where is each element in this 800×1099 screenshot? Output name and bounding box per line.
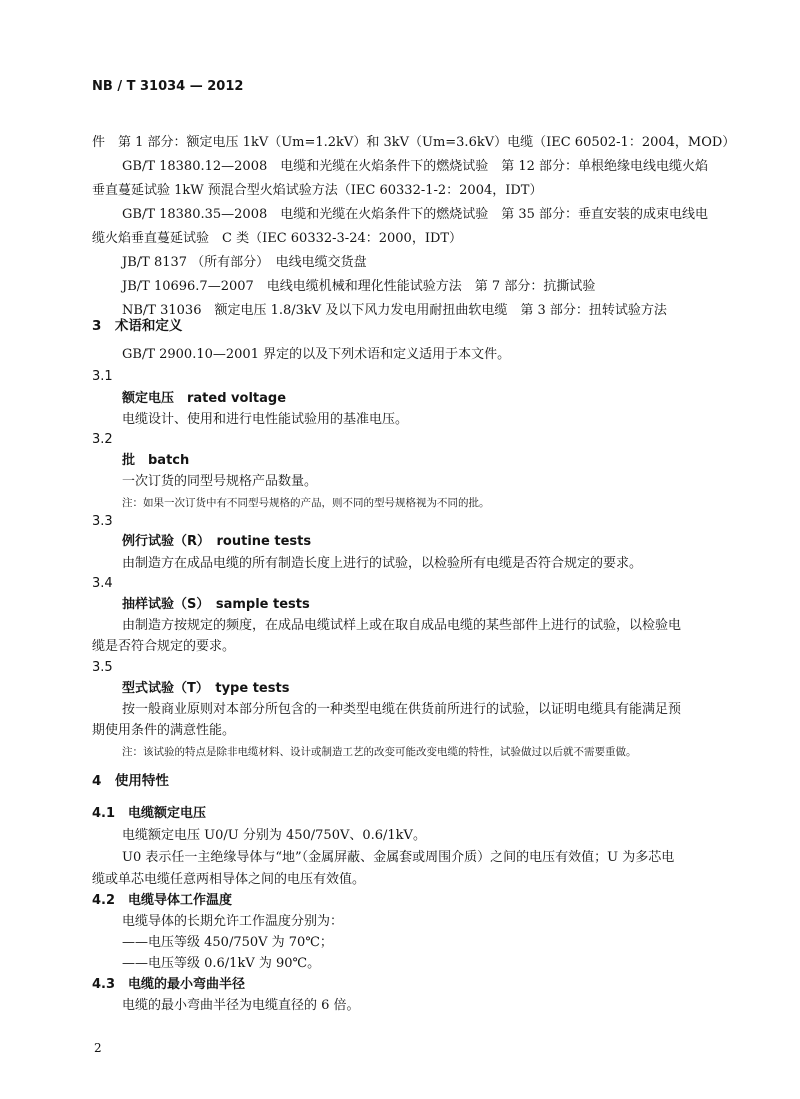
ref-line: 垂直蔓延试验 1kW 预混合型火焰试验方法（IEC 60332-1-2：2004，IDT） xyxy=(92,183,543,198)
ref-line: 缆火焰垂直蔓延试验 C 类（IEC 60332-3-24：2000，IDT） xyxy=(92,231,463,246)
term-definition: 按一般商业原则对本部分所包含的一种类型电缆在供货前所进行的试验，以证明电缆具有能满足预 xyxy=(122,702,682,717)
ref-line: GB/T 18380.12—2008 电缆和光缆在火焰条件下的燃烧试验 第 12 部分：单根绝缘电线电缆火焰 xyxy=(122,159,709,174)
term-number: 3.5 xyxy=(92,660,113,675)
term-title: 例行试验（R） routine tests xyxy=(122,534,312,549)
term-number: 3.3 xyxy=(92,514,113,529)
body-line: 缆或单芯电缆任意两相导体之间的电压有效值。 xyxy=(92,872,366,887)
ref-line: 件 第 1 部分：额定电压 1kV（Um=1.2kV）和 3kV（Um=3.6kV）电缆（IEC 60502-1：2004，MOD） xyxy=(92,135,736,150)
body-line: U0 表示任一主绝缘导体与“地”（金属屏蔽、金属套或周围介质）之间的电压有效值；U 为多芯电 xyxy=(122,850,675,865)
page-number: 2 xyxy=(94,1041,102,1055)
list-item: ——电压等级 0.6/1kV 为 90℃。 xyxy=(122,956,321,971)
body-line: 电缆额定电压 U0/U 分别为 450/750V、0.6/1kV。 xyxy=(122,828,426,843)
term-number: 3.1 xyxy=(92,369,113,384)
term-title: 额定电压 rated voltage xyxy=(122,391,287,406)
term-definition: 缆是否符合规定的要求。 xyxy=(92,639,236,654)
standard-number-header: NB / T 31034 — 2012 xyxy=(92,79,244,94)
term-title: 批 batch xyxy=(122,453,190,468)
body-line: 电缆导体的长期允许工作温度分别为： xyxy=(122,914,344,929)
term-definition: 一次订货的同型号规格产品数量。 xyxy=(122,474,318,489)
term-title: 型式试验（T） type tests xyxy=(122,681,290,696)
subsection-heading: 4.2 电缆导体工作温度 xyxy=(92,893,233,908)
term-definition: 期使用条件的满意性能。 xyxy=(92,723,236,738)
subsection-heading: 4.3 电缆的最小弯曲半径 xyxy=(92,977,246,992)
term-definition: 电缆设计、使用和进行电性能试验用的基准电压。 xyxy=(122,412,409,427)
section-3-heading: 3 术语和定义 xyxy=(92,318,183,334)
ref-line: JB/T 10696.7—2007 电线电缆机械和理化性能试验方法 第 7 部分：抗撕试验 xyxy=(122,279,596,294)
subsection-heading: 4.1 电缆额定电压 xyxy=(92,806,207,821)
term-title: 抽样试验（S） sample tests xyxy=(122,597,310,612)
list-item: ——电压等级 450/750V 为 70℃； xyxy=(122,935,333,950)
term-note: 注：该试验的特点是除非电缆材料、设计或制造工艺的改变可能改变电缆的特性，试验做过以后就不需要重做。 xyxy=(122,746,637,758)
section-3-intro: GB/T 2900.10—2001 界定的以及下列术语和定义适用于本文件。 xyxy=(122,347,511,362)
ref-line: NB/T 31036 额定电压 1.8/3kV 及以下风力发电用耐扭曲软电缆 第 3 部分：扭转试验方法 xyxy=(122,303,667,318)
ref-line: GB/T 18380.35—2008 电缆和光缆在火焰条件下的燃烧试验 第 35 部分：垂直安装的成束电线电 xyxy=(122,207,709,222)
body-line: 电缆的最小弯曲半径为电缆直径的 6 倍。 xyxy=(122,998,360,1013)
term-number: 3.2 xyxy=(92,432,113,447)
term-definition: 由制造方在成品电缆的所有制造长度上进行的试验，以检验所有电缆是否符合规定的要求。 xyxy=(122,556,643,571)
term-note: 注：如果一次订货中有不同型号规格的产品，则不同的型号规格视为不同的批。 xyxy=(122,497,490,509)
term-number: 3.4 xyxy=(92,576,113,591)
term-definition: 由制造方按规定的频度，在成品电缆试样上或在取自成品电缆的某些部件上进行的试验，以检验电 xyxy=(122,618,682,633)
section-4-heading: 4 使用特性 xyxy=(92,773,169,789)
ref-line: JB/T 8137 （所有部分） 电线电缆交货盘 xyxy=(122,255,367,270)
